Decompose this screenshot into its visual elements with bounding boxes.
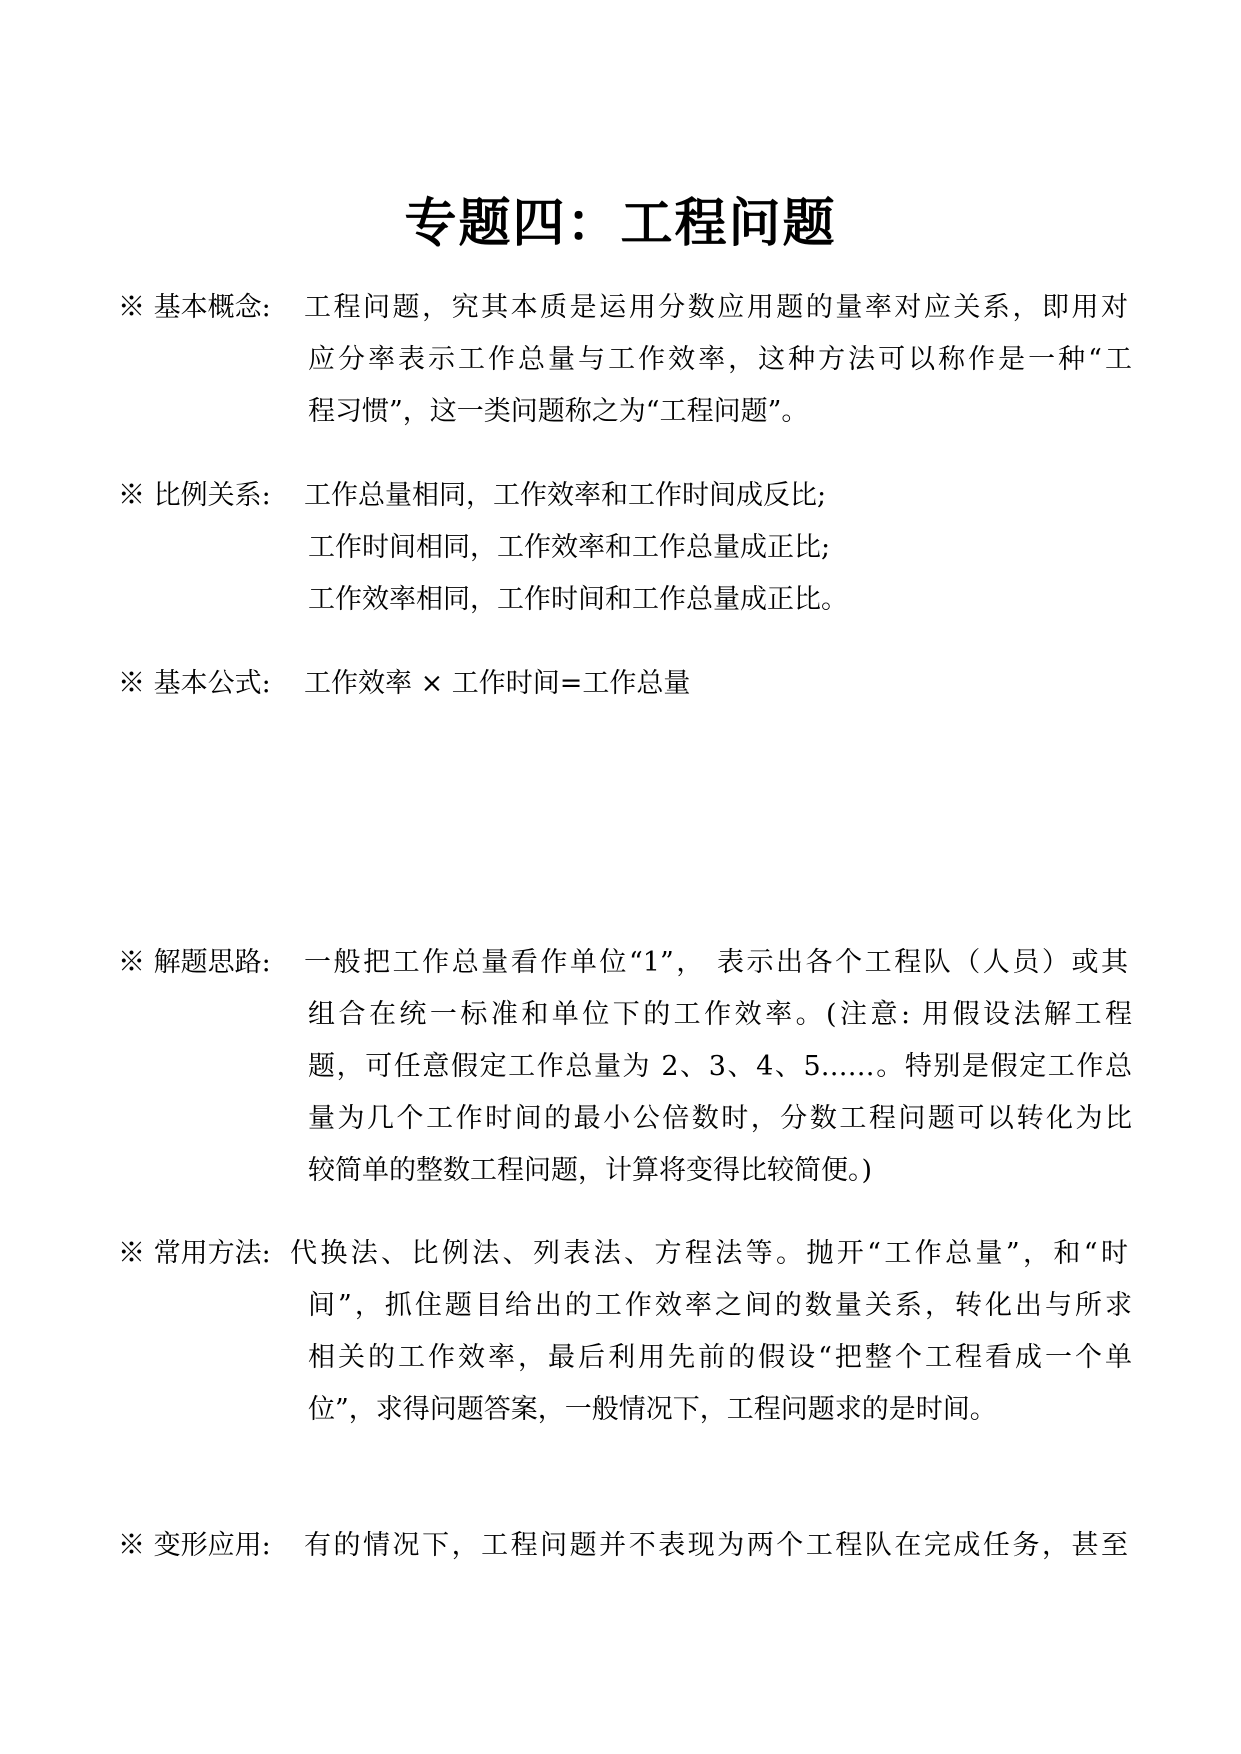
text-line [118,1280,1132,1332]
section-text: 组合在统一标准和单位下的工作效率。(注意: 用假设法解工程 [308,999,1132,1030]
section-solving-approach [118,937,1132,1197]
text-line [118,334,1132,386]
section-label: ※ 基本概念: [118,292,271,323]
text-line [118,1145,1128,1197]
section-ratio-relations [118,470,1128,626]
section-label: ※ 基本公式: [118,668,271,699]
text-line [118,1041,1132,1093]
section-label: ※ 解题思路: [118,947,271,978]
text-line [118,1384,1128,1436]
text-line [118,522,1128,574]
text-line [118,282,1128,334]
section-text: 相关的工作效率，最后利用先前的假设“把整个工程看成一个单 [308,1342,1132,1373]
section-text: 题，可任意假定工作总量为 2、3、4、5……。特别是假定工作总 [308,1051,1132,1082]
section-text: 较简单的整数工程问题，计算将变得比较简便。) [308,1155,873,1186]
page-title: 专题四：工程问题 [404,194,837,254]
section-text: 工作效率相同，工作时间和工作总量成正比。 [308,584,848,615]
section-label: ※ 比例关系: [118,480,271,511]
section-common-methods [118,1228,1132,1436]
section-text: 工作时间相同，工作效率和工作总量成正比; [308,532,831,563]
section-text: 间”，抓住题目给出的工作效率之间的数量关系，转化出与所求 [308,1290,1132,1321]
section-text: 量为几个工作时间的最小公倍数时，分数工程问题可以转化为比 [308,1103,1132,1134]
text-line [118,574,1128,626]
section-text: 应分率表示工作总量与工作效率，这种方法可以称作是一种“工 [308,344,1132,375]
text-line [118,937,1128,989]
section-label: ※ 常用方法: [118,1238,271,1269]
section-variant-applications [118,1520,1128,1572]
section-label: ※ 变形应用: [118,1530,271,1561]
text-line [118,1520,1128,1572]
text-line [118,470,1128,522]
section-text: 一般把工作总量看作单位“1”， 表示出各个工程队（人员）或其 [304,947,1128,978]
section-text: 程习惯”，这一类问题称之为“工程问题”。 [308,396,809,427]
text-line [118,1332,1132,1384]
formula-text: 工作效率 × 工作时间=工作总量 [304,668,691,699]
section-text: 代换法、比例法、列表法、方程法等。抛开“工作总量”，和“时 [290,1238,1128,1269]
section-text: 工作总量相同，工作效率和工作时间成反比; [304,480,827,511]
section-basic-formula [118,658,1128,710]
section-text: 位”，求得问题答案，一般情况下，工程问题求的是时间。 [308,1394,997,1425]
section-text: 有的情况下，工程问题并不表现为两个工程队在完成任务，甚至 [304,1530,1128,1561]
text-line [118,989,1132,1041]
text-line [118,1093,1132,1145]
text-line [118,1228,1128,1280]
text-line [118,386,1128,438]
section-text: 工程问题，究其本质是运用分数应用题的量率对应关系，即用对 [304,292,1128,323]
text-line [118,658,1128,710]
section-basic-concept [118,282,1132,438]
